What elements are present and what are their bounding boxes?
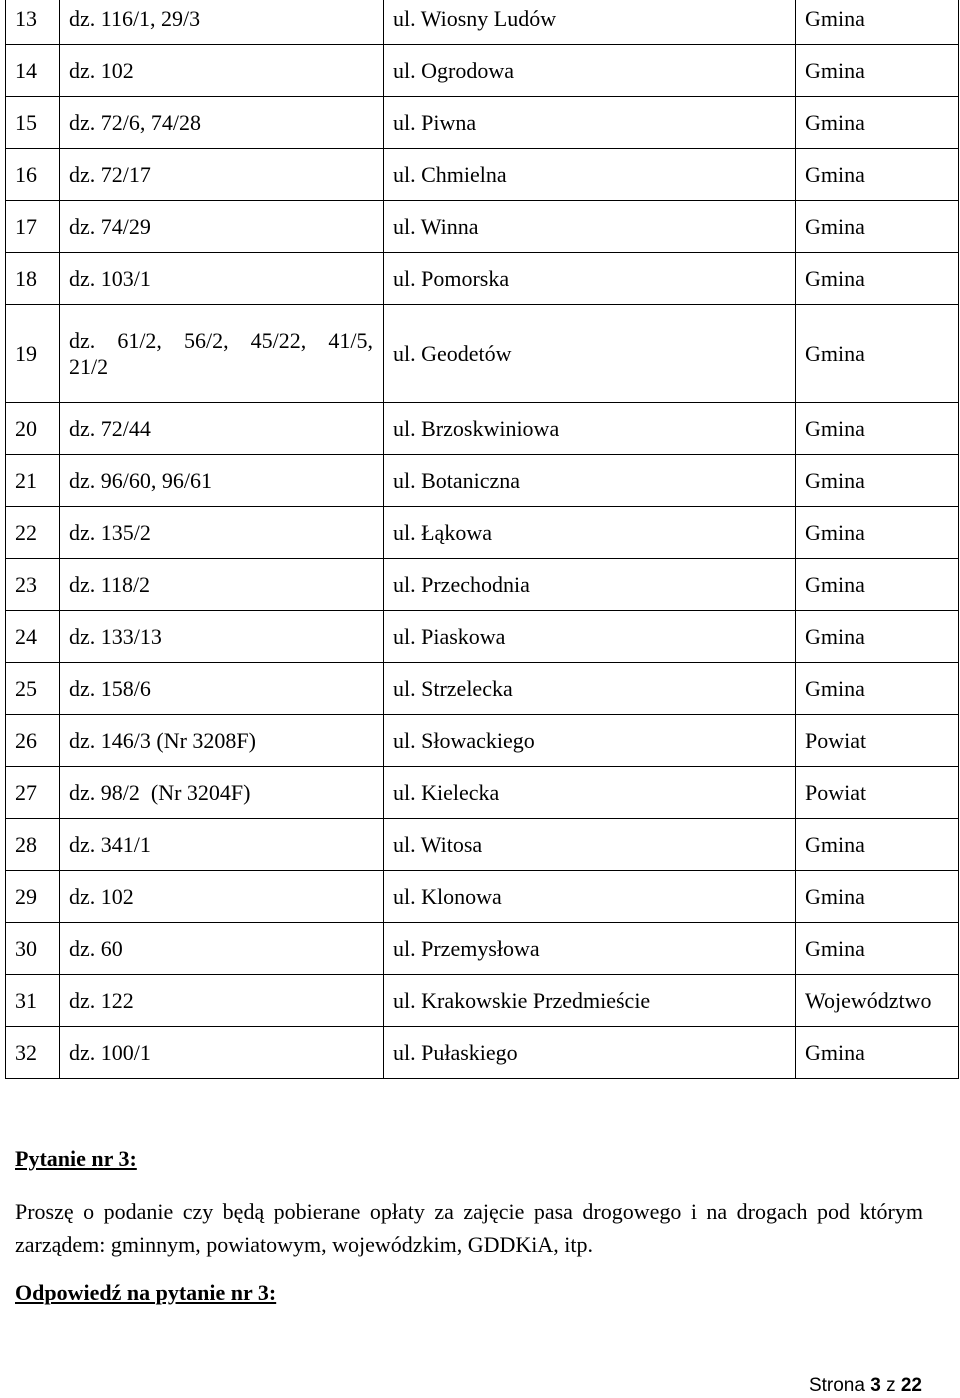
table-row [6,0,959,45]
table-row [6,97,959,149]
table-row [6,149,959,201]
parcel-cell: dz. 341/1 [60,819,384,871]
page-separator: z [886,1375,896,1396]
manager-cell: Gmina [796,45,959,97]
manager-cell: Gmina [796,559,959,611]
manager-cell: Gmina [796,0,959,45]
parcel-cell: dz. 116/1, 29/3 [60,0,384,45]
manager-cell: Gmina [796,455,959,507]
page-footer [809,1375,922,1397]
page-total: 22 [900,1375,922,1396]
row-number: 31 [6,975,60,1027]
manager-cell: Gmina [796,923,959,975]
manager-cell: Gmina [796,1027,959,1079]
row-number: 25 [6,663,60,715]
row-number: 13 [6,0,60,45]
street-cell: ul. Przemysłowa [384,923,796,975]
manager-cell: Powiat [796,715,959,767]
row-number: 18 [6,253,60,305]
parcel-word: 45/22, [250,327,307,353]
parcel-cell: dz. 118/2 [60,559,384,611]
parcel-cell: dz. 98/2 (Nr 3204F) [60,767,384,819]
manager-cell: Gmina [796,507,959,559]
manager-cell: Gmina [796,253,959,305]
table-row [6,663,959,715]
street-cell: ul. Strzelecka [384,663,796,715]
parcel-cell: dz. 158/6 [60,663,384,715]
manager-cell: Gmina [796,403,959,455]
street-cell: ul. Słowackiego [384,715,796,767]
parcel-cell: dz. 133/13 [60,611,384,663]
row-number: 30 [6,923,60,975]
table-row [6,45,959,97]
manager-cell: Województwo [796,975,959,1027]
parcel-cell: dz. 74/29 [60,201,384,253]
manager-cell: Gmina [796,611,959,663]
manager-cell: Gmina [796,871,959,923]
table-row [6,305,959,403]
row-number: 14 [6,45,60,97]
street-cell: ul. Kielecka [384,767,796,819]
parcel-cell: dz. 102 [60,45,384,97]
question-text: Proszę o podanie czy będą pobierane opłaty za zajęcie pasa drogowego i na drogach pod którym zarządem: gminnym, powiatowym, wojewódzkim, GDDKiA, itp. [15,1199,923,1257]
table-row [6,201,959,253]
table-row [6,1027,959,1079]
parcel-word: 56/2, [183,327,229,353]
row-number: 20 [6,403,60,455]
street-cell: ul. Krakowskie Przedmieście [384,975,796,1027]
parcel-cell: dz. 96/60, 96/61 [60,455,384,507]
street-cell: ul. Geodetów [384,305,796,403]
row-number: 29 [6,871,60,923]
row-number: 17 [6,201,60,253]
row-number: 24 [6,611,60,663]
table-row [6,715,959,767]
parcel-cell: dz. 72/6, 74/28 [60,97,384,149]
manager-cell: Gmina [796,305,959,403]
street-cell: ul. Winna [384,201,796,253]
parcel-cell: dz. 103/1 [60,253,384,305]
page-label: Strona [808,1375,865,1396]
row-number: 23 [6,559,60,611]
roads-table [5,0,959,1079]
table-row [6,403,959,455]
parcel-cell: dz. 102 [60,871,384,923]
manager-cell: Gmina [796,149,959,201]
parcel-cell: dz. 72/17 [60,149,384,201]
parcel-word: dz. [69,327,96,353]
table-row [6,507,959,559]
table-row [6,559,959,611]
page-current: 3 [870,1375,881,1396]
street-cell: ul. Botaniczna [384,455,796,507]
street-cell: ul. Ogrodowa [384,45,796,97]
parcel-cell: dz. 146/3 (Nr 3208F) [60,715,384,767]
parcel-cell: dz. 72/44 [60,403,384,455]
table-row [6,253,959,305]
row-number: 26 [6,715,60,767]
table-row [6,923,959,975]
parcel-line-2: 21/2 [69,353,109,379]
street-cell: ul. Łąkowa [384,507,796,559]
street-cell: ul. Klonowa [384,871,796,923]
parcel-line-1 [69,328,373,354]
street-cell: ul. Chmielna [384,149,796,201]
parcel-cell [60,305,384,403]
street-cell: ul. Wiosny Ludów [384,0,796,45]
manager-cell: Gmina [796,201,959,253]
parcel-cell: dz. 122 [60,975,384,1027]
row-number: 27 [6,767,60,819]
street-cell: ul. Piaskowa [384,611,796,663]
row-number: 19 [6,305,60,403]
street-cell: ul. Pomorska [384,253,796,305]
street-cell: ul. Przechodnia [384,559,796,611]
parcel-word: 41/5, [328,327,373,353]
street-cell: ul. Pułaskiego [384,1027,796,1079]
street-cell: ul. Witosa [384,819,796,871]
row-number: 22 [6,507,60,559]
manager-cell: Powiat [796,767,959,819]
table-row [6,975,959,1027]
table-row [6,767,959,819]
parcel-word: 61/2, [117,327,162,353]
answer-heading: Odpowiedź na pytanie nr 3: [15,1280,277,1305]
table-row [6,611,959,663]
row-number: 21 [6,455,60,507]
street-cell: ul. Piwna [384,97,796,149]
row-number: 16 [6,149,60,201]
parcel-cell: dz. 60 [60,923,384,975]
manager-cell: Gmina [796,819,959,871]
manager-cell: Gmina [796,663,959,715]
table-row [6,819,959,871]
parcel-cell: dz. 100/1 [60,1027,384,1079]
row-number: 15 [6,97,60,149]
row-number: 28 [6,819,60,871]
table-row [6,871,959,923]
street-cell: ul. Brzoskwiniowa [384,403,796,455]
question-heading: Pytanie nr 3: [15,1146,137,1171]
parcel-cell: dz. 135/2 [60,507,384,559]
table-row [6,455,959,507]
manager-cell: Gmina [796,97,959,149]
row-number: 32 [6,1027,60,1079]
